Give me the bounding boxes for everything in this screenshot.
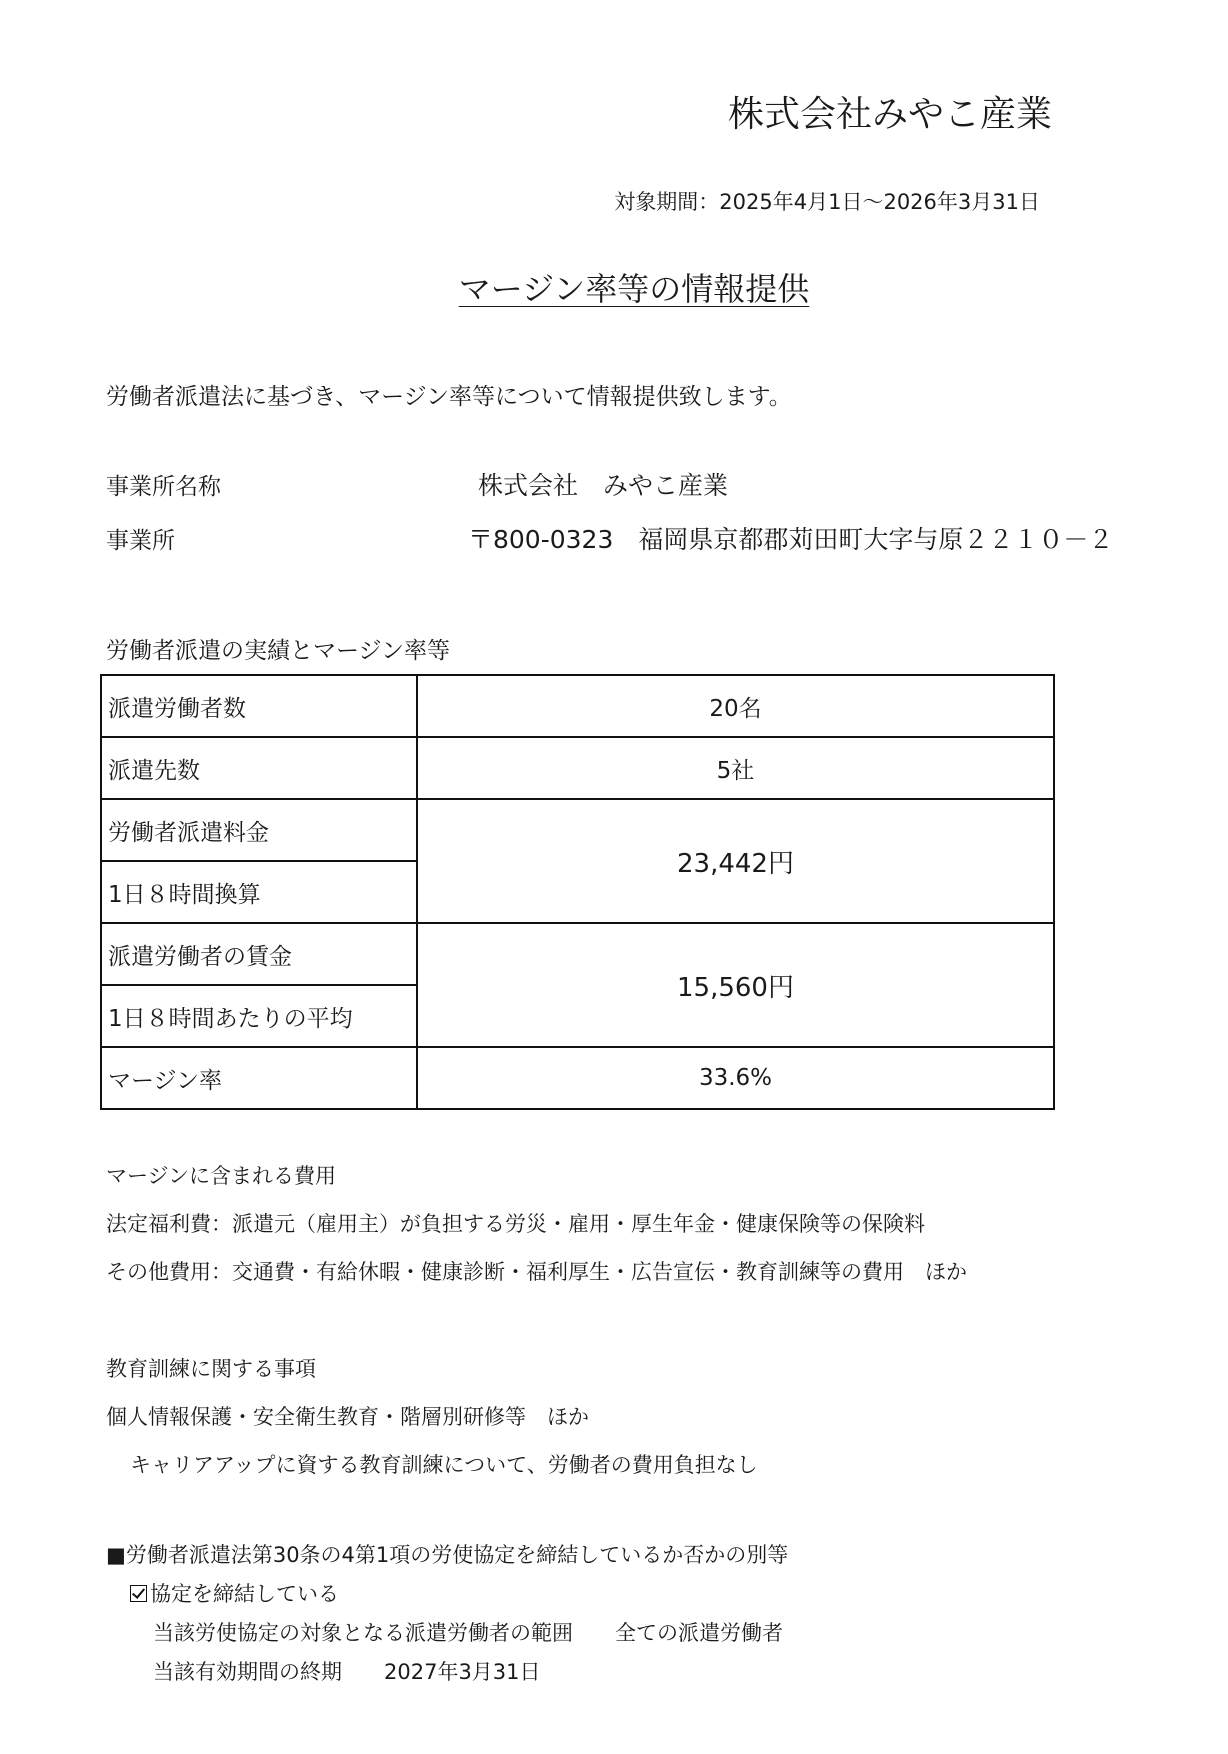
office-name-value: 株式会社 みやこ産業 (478, 471, 729, 500)
table-row (101, 737, 1054, 799)
table-row (101, 1047, 1054, 1109)
office-name-label: 事業所名称 (106, 474, 221, 500)
workers-label: 派遣労働者数 (101, 675, 417, 737)
agreement-heading: ■労働者派遣法第30条の4第1項の労使協定を締結しているか否かの別等 (106, 1543, 789, 1567)
clients-value: 5社 (417, 737, 1054, 799)
table-row (101, 799, 1054, 861)
fee-label: 労働者派遣料金 (101, 799, 417, 861)
document-title-text: マージン率等の情報提供 (458, 270, 810, 308)
performance-table (100, 674, 1055, 1110)
workers-value: 20名 (417, 675, 1054, 737)
office-address-value: 〒800-0323 福岡県京都郡苅田町大字与原２２１０－２ (468, 525, 1114, 554)
wage-sub-label: 1日８時間あたりの平均 (101, 985, 417, 1047)
table-caption: 労働者派遣の実績とマージン率等 (106, 638, 450, 664)
table-row (101, 675, 1054, 737)
office-address-label: 事業所 (106, 528, 175, 554)
checkbox-checked-icon (130, 1585, 147, 1602)
fee-sub-label: 1日８時間換算 (101, 861, 417, 923)
wage-label: 派遣労働者の賃金 (101, 923, 417, 985)
agreement-scope: 当該労使協定の対象となる派遣労働者の範囲 全ての派遣労働者 (153, 1621, 783, 1645)
training-items: 個人情報保護・安全衛生教育・階層別研修等 ほか (106, 1405, 589, 1429)
company-name: 株式会社みやこ産業 (727, 94, 1052, 135)
costs-legal: 法定福利費：派遣元（雇用主）が負担する労災・雇用・厚生年金・健康保険等の保険料 (106, 1212, 925, 1236)
costs-other: その他費用：交通費・有給休暇・健康診断・福利厚生・広告宣伝・教育訓練等の費用 ほか (106, 1260, 967, 1284)
fee-value: 23,442円 (417, 799, 1054, 923)
target-period: 対象期間：2025年4月1日～2026年3月31日 (614, 190, 1040, 214)
training-heading: 教育訓練に関する事項 (106, 1357, 316, 1381)
training-note: キャリアアップに資する教育訓練について、労働者の費用負担なし (130, 1453, 758, 1477)
wage-value: 15,560円 (417, 923, 1054, 1047)
document-title (0, 264, 1228, 310)
margin-label: マージン率 (101, 1047, 417, 1109)
costs-heading: マージンに含まれる費用 (106, 1164, 337, 1188)
agreement-checked (130, 1578, 339, 1608)
intro-text: 労働者派遣法に基づき、マージン率等について情報提供致します。 (106, 384, 792, 410)
table-row (101, 923, 1054, 985)
margin-value: 33.6% (417, 1047, 1054, 1109)
clients-label: 派遣先数 (101, 737, 417, 799)
agreement-expiry: 当該有効期間の終期 2027年3月31日 (153, 1660, 541, 1684)
agreement-checked-label: 協定を締結している (150, 1582, 339, 1606)
